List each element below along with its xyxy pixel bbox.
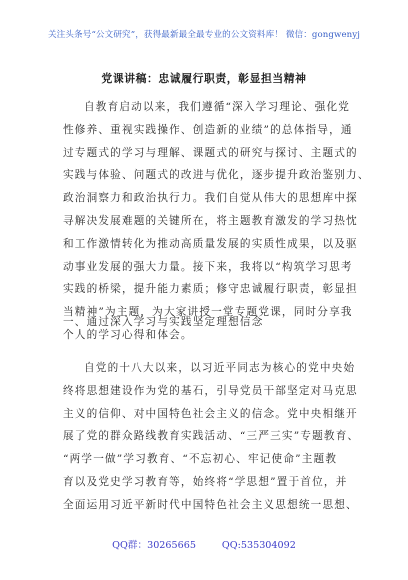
header-banner: 关注头条号“公文研究”，获得最新最全最专业的公文资料库！ 微信：gongwenyj — [47, 30, 361, 40]
paragraph-line: 寻解决发展难题的关键所在，将主题教育激发的学习热忱 — [63, 214, 358, 227]
paragraph-line: 育以及党史学习教育等，始终将“学思想”置于首位，并 — [63, 475, 348, 488]
paragraph-line: 自党的十八大以来，以习近平同志为核心的党中央始 — [84, 362, 356, 374]
document-title: 党课讲稿：忠诚履行职责，彰显担当精神 — [101, 72, 307, 85]
section-heading: 一、通过深入学习与实践坚定理想信念 — [63, 316, 264, 328]
paragraph-line: 全面运用习近平新时代中国特色社会主义思想统一思想、 — [63, 498, 358, 511]
paragraph-line: 过专题式的学习与理解、课题式的研究与探讨、主题式的 — [63, 146, 358, 159]
paragraph-line: 性修养、重视实践操作、创造新的业绩”的总体指导，通 — [63, 123, 353, 136]
paragraph-line: 动事业发展的强大力量。接下来，我将以“构筑学习思考 — [63, 260, 353, 273]
paragraph-line: 终将思想建设作为党的基石，引导党员干部坚定对马克思 — [63, 384, 358, 397]
body-paragraph-2 — [63, 357, 360, 517]
paragraph-line: 自教育启动以来，我们遵循“深入学习理论、强化党 — [84, 101, 351, 113]
paragraph-line: 主义的信仰、对中国特色社会主义的信念。党中央相继开 — [63, 407, 358, 420]
body-paragraph-1 — [63, 96, 370, 347]
paragraph-line: 个人的学习心得和体会。 — [63, 328, 193, 341]
footer-qq-group: QQ群：30265665 — [112, 540, 196, 551]
footer-qq-number: QQ:535304092 — [221, 540, 296, 551]
paragraph-line: “两学一做”学习教育、“不忘初心、牢记使命”主题教 — [63, 453, 338, 466]
paragraph-line: 展了党的群众路线教育实践活动、“三严三实”专题教育、 — [63, 430, 360, 443]
paragraph-line: 和工作激情转化为推动高质量发展的实质性成果，以及驱 — [63, 237, 358, 250]
paragraph-line: 当精神”为主题，为大家讲授一堂专题党课，同时分享我 — [63, 306, 353, 319]
footer-contact — [0, 537, 408, 551]
paragraph-line: 实践的桥梁，提升能力素质；修守忠诚履行职责，彰显担 — [63, 283, 358, 296]
paragraph-line: 政治洞察力和政治执行力。我们自觉从伟大的思想库中探 — [63, 192, 358, 205]
paragraph-line: 实践与体验、问题式的改进与优化，逐步提升政治鉴别力、 — [63, 169, 370, 182]
